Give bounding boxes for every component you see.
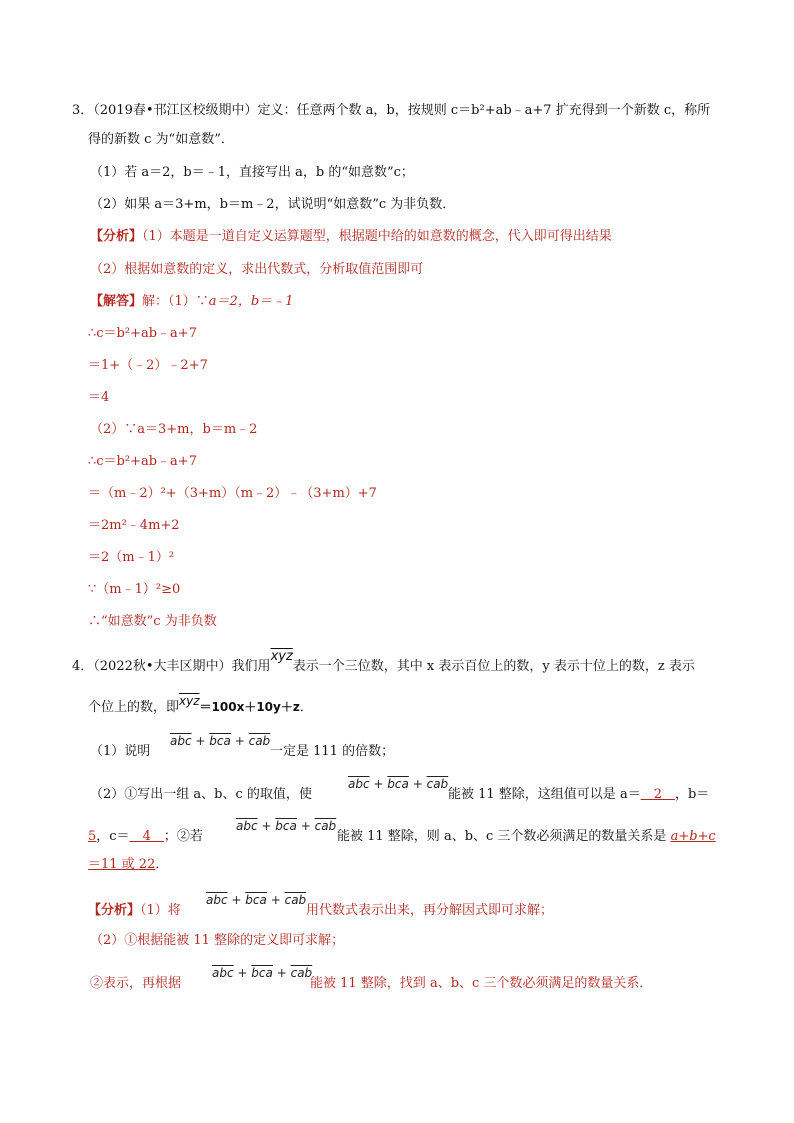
q4-part1-tail: 一定是 111 的倍数；	[270, 744, 395, 759]
q3-solution-1a: a＝2，b＝﹣1	[208, 294, 294, 309]
q4-analysis1-b: 用代数式表示出来，再分解因式即可求解；	[306, 903, 554, 918]
q3-source: （2019春•邗江区校级期中）	[93, 103, 258, 118]
q4-answer-b: 5	[88, 829, 97, 844]
q3-sol-line: ∴c＝b²+ab﹣a+7	[88, 454, 197, 469]
q4-answer-c: 4	[129, 829, 164, 844]
q4-analysis3-a: ②表示，再根据	[90, 976, 182, 991]
q3-analysis1-text: （1）本题是一道自定义运算题型，根据题中给的如意数的概念，代入即可得出结果	[142, 229, 612, 244]
term-bca: $\overline{bca}$	[251, 966, 273, 980]
q3-sol-line: ＝（m﹣2）²+（3+m）（m﹣2）﹣（3+m）+7	[88, 486, 377, 501]
term-bca: $\overline{bca}$	[275, 819, 297, 833]
q4-intro-a: 我们用	[231, 659, 271, 674]
term-cab: $\overline{cab}$	[248, 734, 271, 748]
q3-solution-head-text: 解：（1）∵	[142, 294, 209, 309]
q4-analysis2: （2）①根据能被 11 整除的定义即可求解；	[90, 933, 345, 948]
q4-analysis-tag: 【分析】	[88, 903, 141, 918]
q4-answer-relation: a+b+c	[670, 829, 716, 844]
q4-intro-c: 个位上的数，即	[88, 700, 180, 715]
plus-sign: +	[195, 734, 206, 748]
plus-sign: +	[300, 819, 311, 833]
q4-sum-formula-4	[206, 893, 306, 907]
term-cab: $\overline{cab}$	[284, 893, 307, 907]
q4-part2-b-label: ，b＝	[674, 787, 710, 802]
q3-sol-line: ＝2m²﹣4m+2	[88, 518, 180, 533]
q4-answer-a: 2	[640, 787, 675, 802]
q4-relation-text: 能被 11 整除，则 a、b、c 三个数必须满足的数量关系是	[337, 829, 667, 844]
term-abc: $\overline{abc}$	[212, 966, 234, 980]
q3-sol-line: （2）∵a＝3+m，b＝m﹣2	[90, 422, 258, 437]
q3-sol-line: ∴“如意数”c 为非负数	[88, 614, 217, 629]
term-abc: $\overline{abc}$	[348, 777, 370, 791]
term-bca: $\overline{bca}$	[209, 734, 231, 748]
q4-part2-b-text: 能被 11 整除，这组值可以是 a＝	[448, 787, 641, 802]
q3-intro-cont: 得的新数 c 为“如意数”．	[88, 132, 234, 147]
term-abc: $\overline{abc}$	[206, 893, 228, 907]
q4-header	[72, 649, 695, 676]
q3-part2: （2）如果 a＝3+m，b＝m﹣2，试说明“如意数”c 为非负数．	[90, 197, 456, 212]
q4-sum-formula-1	[170, 734, 270, 748]
term-cab: $\overline{cab}$	[290, 966, 313, 980]
plus-sign: +	[234, 734, 245, 748]
term-abc: $\overline{abc}$	[236, 819, 258, 833]
q4-xyz-overline: $\overline{xyz}$	[270, 649, 293, 664]
q3-analysis-tag: 【分析】	[90, 229, 143, 244]
q3-sol-line: ＝4	[88, 390, 110, 405]
q4-part2-a: （2）①写出一组 a、b、c 的取值，使	[90, 787, 312, 802]
q4-c-label: ，c＝	[96, 829, 130, 844]
q3-sol-line: ∴c＝b²+ab﹣a+7	[88, 326, 197, 341]
q3-number: 3．	[72, 103, 94, 118]
q4-part1-label: （1）说明	[90, 744, 151, 759]
q4-sum-formula-5	[212, 966, 312, 980]
q4-part2-relation	[337, 828, 716, 846]
term-cab: $\overline{cab}$	[426, 777, 449, 791]
q4-intro-b: 表示一个三位数，其中 x 表示百位上的数，y 表示十位上的数，z 表示	[292, 659, 695, 674]
q4-part2-b	[448, 786, 709, 804]
q4-analysis3-b: 能被 11 整除，找到 a、b、c 三个数必须满足的数量关系．	[310, 976, 653, 991]
q4-part2-relation-cont	[88, 856, 168, 874]
q3-solution-head	[90, 293, 293, 311]
q4-intro-line2	[88, 694, 313, 717]
q3-analysis1	[90, 228, 612, 246]
q4-intro-end: ．	[299, 700, 313, 715]
q4-part2-end: ．	[155, 857, 169, 872]
q4-analysis1-a: （1）将	[140, 903, 181, 918]
q4-part2-line2	[88, 828, 203, 846]
q4-xyz-overline-2: $\overline{xyz}$	[179, 694, 200, 708]
term-bca: $\overline{bca}$	[245, 893, 267, 907]
q4-intro-formula: ＝100x＋10y＋z	[199, 700, 300, 714]
q4-source: （2022秋•大丰区期中）	[93, 659, 232, 674]
q3-sol-line: ∵（m﹣1）²≥0	[88, 582, 181, 597]
q4-sum-formula-3	[236, 819, 336, 833]
q4-number: 4．	[72, 659, 94, 674]
q3-intro: 定义：任意两个数 a，b，按规则 c＝b²+ab﹣a+7 扩充得到一个新数 c，称所	[257, 103, 711, 118]
term-cab: $\overline{cab}$	[314, 819, 337, 833]
plus-sign: +	[412, 777, 423, 791]
plus-sign: +	[231, 893, 242, 907]
q4-sum-formula-2	[348, 777, 448, 791]
q3-sol-line: ＝1+（﹣2）﹣2+7	[88, 358, 208, 373]
q3-solution-tag: 【解答】	[90, 294, 143, 309]
q4-answer-relation-2: ＝11 或 22	[88, 857, 156, 872]
q3-part1: （1）若 a＝2，b＝﹣1，直接写出 a，b 的“如意数”c；	[90, 165, 414, 180]
q3-sol-line: ＝2（m﹣1）²	[88, 550, 175, 565]
q4-analysis1	[88, 902, 181, 920]
plus-sign: +	[373, 777, 384, 791]
plus-sign: +	[276, 966, 287, 980]
term-bca: $\overline{bca}$	[387, 777, 409, 791]
q3-analysis2: （2）根据如意数的定义，求出代数式，分析取值范围即可	[90, 262, 424, 277]
q3-header	[72, 102, 710, 120]
term-abc: $\overline{abc}$	[170, 734, 192, 748]
q4-part2-ii: ；②若	[163, 829, 203, 844]
plus-sign: +	[261, 819, 272, 833]
plus-sign: +	[270, 893, 281, 907]
plus-sign: +	[237, 966, 248, 980]
